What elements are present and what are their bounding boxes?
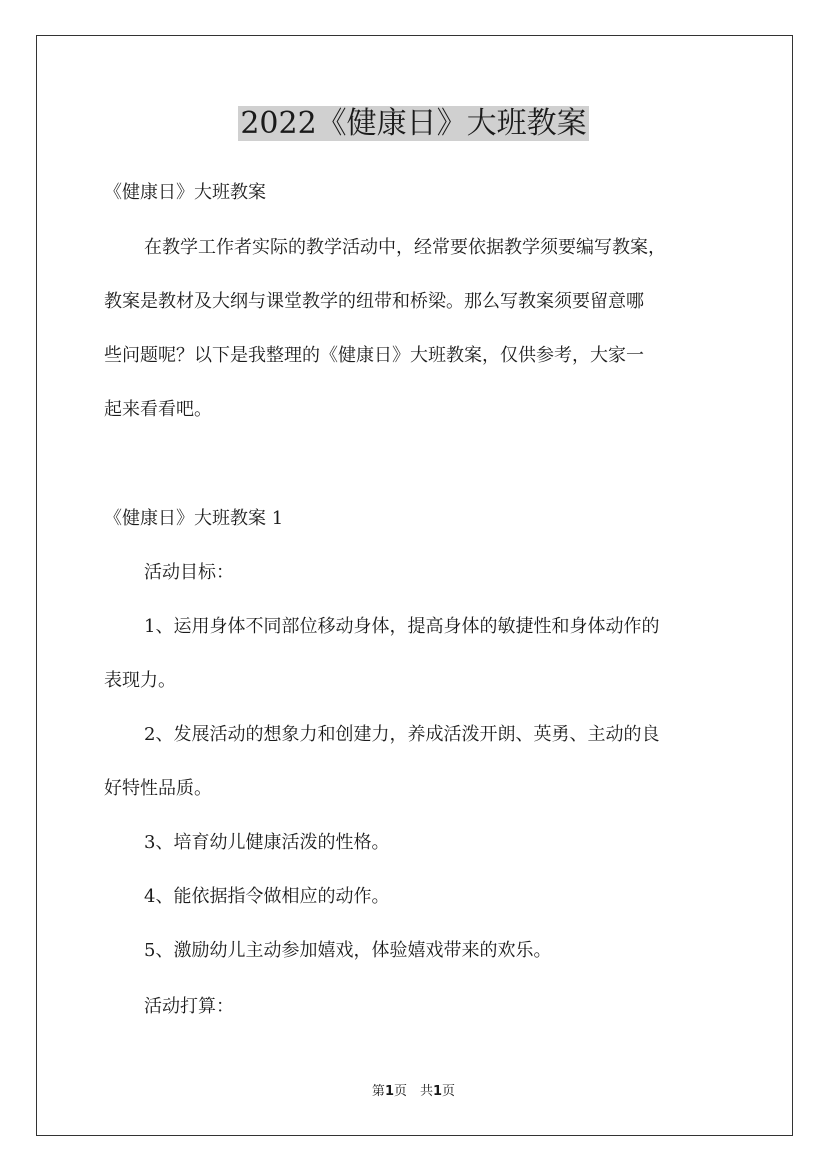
goal-line-1: 1、运用身体不同部位移动身体，提高身体的敏捷性和身体动作的 <box>144 616 660 637</box>
footer-mid: 页 共 <box>393 1084 433 1099</box>
page-footer <box>0 1083 827 1101</box>
goal-line-3: 2、发展活动的想象力和创建力，养成活泼开朗、英勇、主动的良 <box>144 724 660 745</box>
goal-line-2: 表现力。 <box>104 670 176 691</box>
goal-line-6: 4、能依据指令做相应的动作。 <box>144 886 390 907</box>
goal-line-7: 5、激励幼儿主动参加嬉戏，体验嬉戏带来的欢乐。 <box>144 940 552 961</box>
intro-line-3: 些问题呢？以下是我整理的《健康日》大班教案，仅供参考，大家一 <box>104 345 644 366</box>
document-title <box>0 104 827 144</box>
plan-heading: 活动打算： <box>144 996 234 1017</box>
footer-prefix: 第 <box>371 1084 385 1099</box>
goal-line-4: 好特性品质。 <box>104 778 212 799</box>
goals-heading: 活动目标： <box>144 562 234 583</box>
subtitle: 《健康日》大班教案 <box>104 182 266 203</box>
intro-line-2: 教案是教材及大纲与课堂教学的纽带和桥梁。那么写教案须要留意哪 <box>104 291 644 312</box>
footer-total-pages: 1 <box>433 1084 443 1099</box>
section-heading: 《健康日》大班教案 1 <box>104 508 284 529</box>
intro-line-4: 起来看看吧。 <box>104 399 212 420</box>
intro-line-1: 在教学工作者实际的教学活动中，经常要依据教学须要编写教案， <box>144 237 666 258</box>
goal-line-5: 3、培育幼儿健康活泼的性格。 <box>144 832 390 853</box>
document-title-text: 2022《健康日》大班教案 <box>240 106 587 141</box>
footer-page-number: 1 <box>384 1084 394 1099</box>
footer-suffix: 页 <box>442 1084 456 1099</box>
